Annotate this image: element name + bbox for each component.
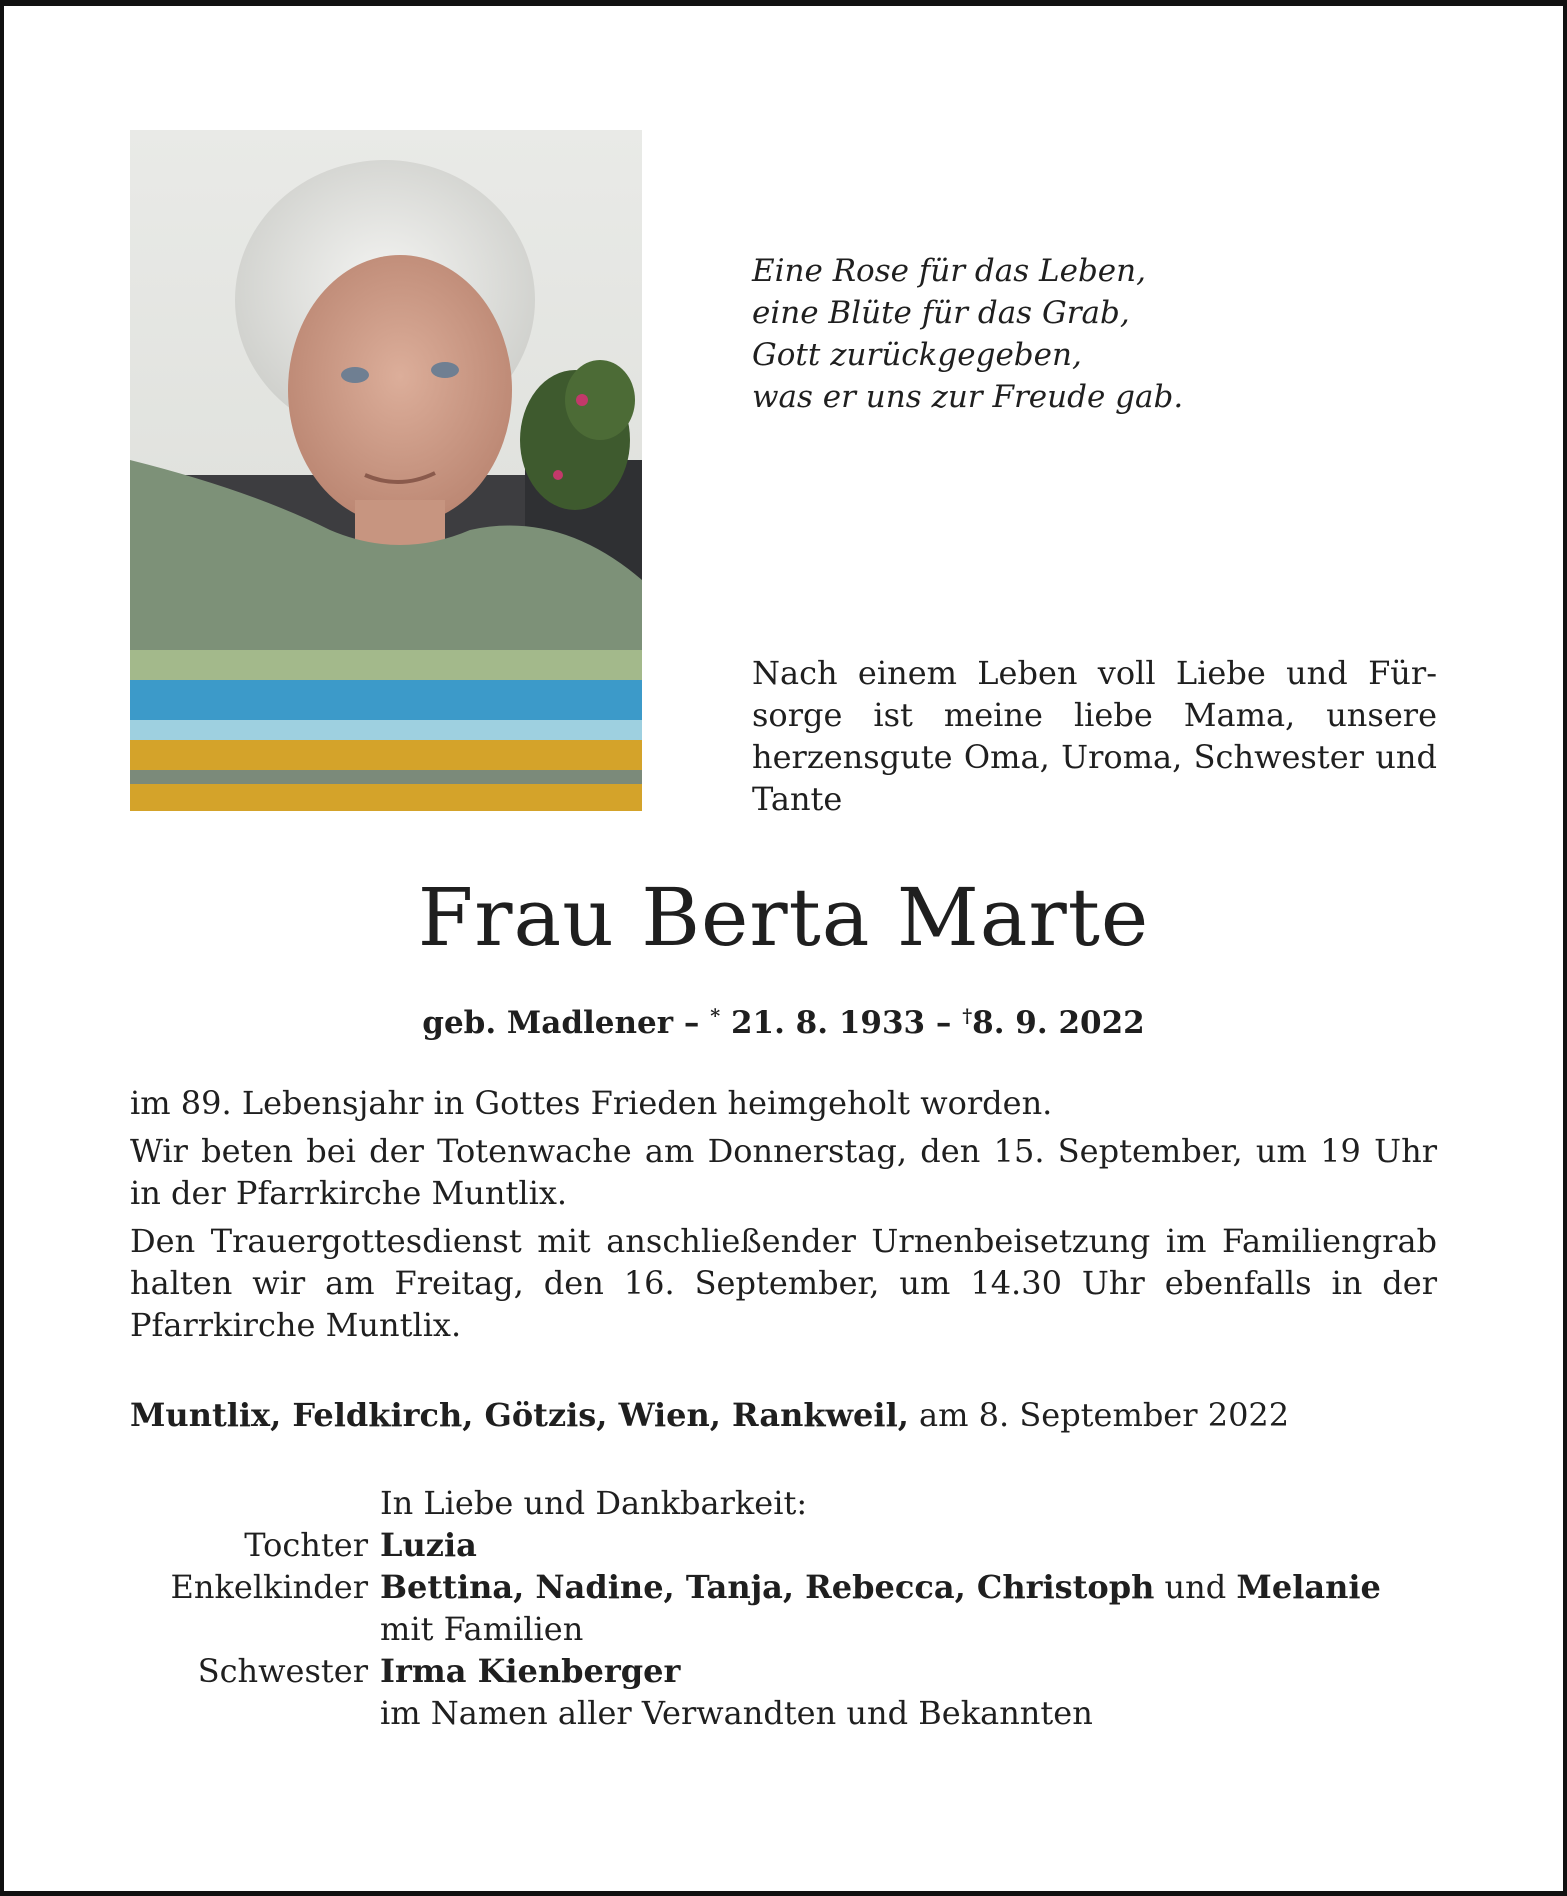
- daughter-name: Luzia: [380, 1526, 477, 1564]
- body-paragraph: im 89. Lebensjahr in Gottes Frieden heimgeholt worden.: [130, 1084, 1053, 1122]
- relation-label: Enkelkinder: [170, 1568, 368, 1606]
- closing-line: im Namen aller Verwandten und Bekannten: [380, 1694, 1093, 1732]
- announcement-body: [130, 1082, 1437, 1352]
- separator: –: [935, 1005, 952, 1041]
- death-date: 8. 9. 2022: [972, 1005, 1145, 1041]
- grandchild-last-name: Melanie: [1236, 1568, 1381, 1606]
- portrait-photo: [130, 130, 642, 811]
- birth-star-icon: *: [710, 1005, 721, 1027]
- relation-label: Tochter: [244, 1526, 368, 1564]
- birth-date: 21. 8. 1933: [730, 1005, 926, 1041]
- wake-paragraph: Wir beten bei der Totenwache am Donnerstag, den 15. September, um 19 Uhr in der Pfarrkirche Muntlix.: [130, 1132, 1437, 1212]
- signoff-block: [0, 1482, 1567, 1734]
- places-date-line: [130, 1394, 1437, 1436]
- poem-line: Eine Rose für das Leben,: [752, 253, 1146, 289]
- poem-line: eine Blüte für das Grab,: [752, 295, 1130, 331]
- place-names: Muntlix, Feldkirch, Götzis, Wien, Rankweil,: [130, 1396, 909, 1434]
- signoff-heading: In Liebe und Dankbarkeit:: [380, 1484, 808, 1522]
- intro-text: Nach einem Leben voll Liebe und Fürsorge ist meine liebe Mama, unsere herzensgute Oma, Uroma, Schwester und Tante: [752, 654, 1437, 818]
- separator: –: [683, 1005, 700, 1041]
- funeral-paragraph: Den Trauergottesdienst mit anschließender Urnenbeisetzung im Familiengrab halten wir am Freitag, den 16. September, um 14.30 Uhr ebenfalls in der Pfarrkirche Muntlix.: [130, 1222, 1437, 1344]
- announcement-date: am 8. September 2022: [919, 1396, 1290, 1434]
- relation-label: Schwester: [197, 1652, 368, 1690]
- sister-name: Irma Kienberger: [380, 1652, 681, 1690]
- memorial-poem: [752, 250, 1312, 418]
- birth-name: geb. Madlener: [422, 1005, 674, 1041]
- poem-line: was er uns zur Freude gab.: [752, 379, 1184, 415]
- conjunction: und: [1164, 1568, 1227, 1606]
- death-cross-icon: †: [962, 1005, 973, 1027]
- grandchildren-names: Bettina, Nadine, Tanja, Rebecca, Christoph: [380, 1568, 1155, 1606]
- birth-death-line: [0, 996, 1567, 1043]
- deceased-name: Frau Berta Marte: [417, 871, 1150, 964]
- poem-line: Gott zurückgegeben,: [752, 337, 1082, 373]
- grandchildren-suffix: mit Familien: [380, 1610, 584, 1648]
